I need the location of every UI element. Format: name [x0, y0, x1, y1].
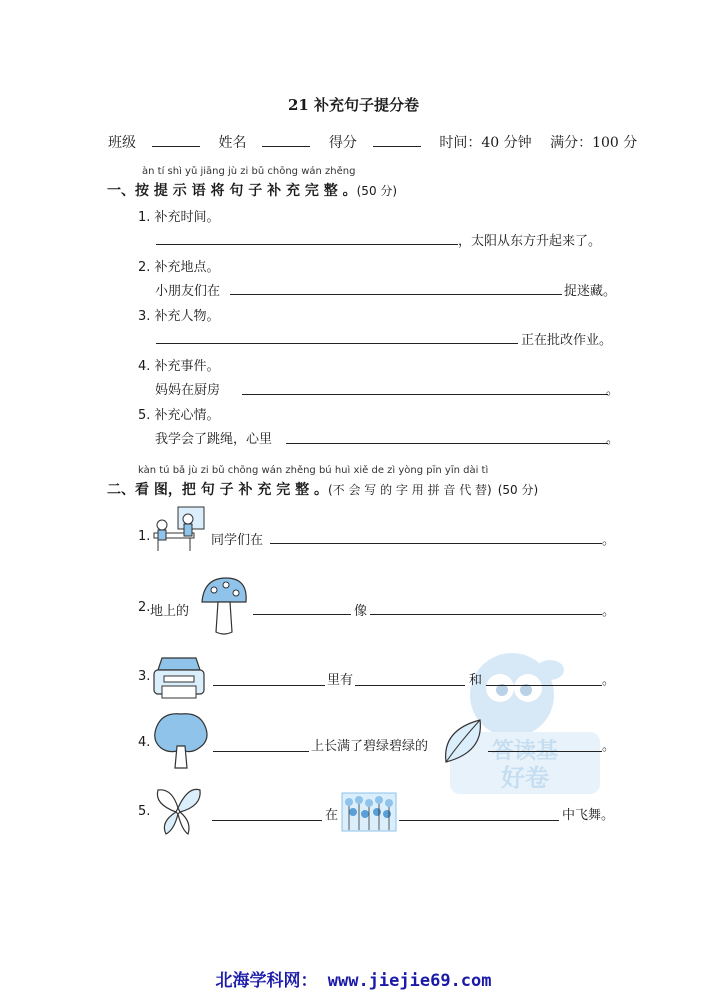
- s1-q4-label: 4. 补充事件。: [138, 359, 220, 374]
- name-blank[interactable]: [262, 134, 310, 147]
- s2-q2-text2: 像: [354, 604, 368, 619]
- s2-q2-blank2[interactable]: [370, 614, 602, 615]
- name-label: 姓名: [218, 135, 247, 151]
- s2-q5-blank1[interactable]: [212, 820, 322, 821]
- butterfly-picture: [152, 784, 204, 838]
- s2-q3-blank2[interactable]: [355, 685, 465, 686]
- s1-q1-blank[interactable]: [156, 244, 458, 245]
- section1-score: (50 分): [356, 184, 398, 198]
- s2-q4-blank1[interactable]: [213, 751, 309, 752]
- s2-q4-blank2[interactable]: [488, 751, 602, 752]
- s1-q1-label: 1. 补充时间。: [138, 210, 220, 225]
- class-label: 班级: [108, 135, 136, 151]
- mushroom-picture: [198, 574, 250, 636]
- time-label: 时间：40 分钟: [439, 135, 532, 151]
- leaf-picture: [440, 716, 486, 768]
- student-info-row: [108, 132, 651, 152]
- s2-q4-num: 4.: [138, 735, 151, 750]
- s2-q4-end: 。: [602, 739, 616, 754]
- full-score-label: 满分：100 分: [550, 135, 638, 151]
- section1-heading: [107, 180, 397, 200]
- s1-q4-blank[interactable]: [242, 394, 608, 395]
- s1-q5-prefix: 我学会了跳绳，心里: [155, 432, 273, 447]
- s1-q5-blank[interactable]: [286, 443, 608, 444]
- flower-field-picture: [341, 792, 397, 832]
- s1-q3-label: 3. 补充人物。: [138, 309, 220, 324]
- s1-q4-suffix: 。: [606, 383, 620, 398]
- section2-score: (50 分): [497, 483, 539, 497]
- tree-picture: [151, 710, 211, 772]
- footer-website[interactable]: 北海学科网： www.jiejie69.com: [215, 971, 492, 991]
- s1-q5-suffix: 。: [606, 432, 620, 447]
- s1-q2-suffix: 捉迷藏。: [564, 284, 617, 299]
- s1-q2-prefix: 小朋友们在: [155, 284, 221, 299]
- section2-pinyin: kàn tú bǎ jù zi bǔ chōng wán zhěng bú huì xiě de zì yòng pīn yīn dài tì: [138, 465, 489, 476]
- section1-heading-text: 一、按 提 示 语 将 句 子 补 充 完 整 。: [107, 183, 357, 199]
- s2-q2-end: 。: [602, 604, 616, 619]
- class-blank[interactable]: [152, 134, 200, 147]
- s2-q1-text1: 同学们在: [211, 533, 264, 548]
- s2-q3-blank1[interactable]: [213, 685, 325, 686]
- s1-q1-suffix: ，太阳从东方升起来了。: [458, 234, 602, 249]
- s2-q2-text1: 地上的: [150, 604, 190, 619]
- s1-q4-prefix: 妈妈在厨房: [155, 383, 221, 398]
- section2-note: (不 会 写 的 字 用 拼 音 代 替): [328, 483, 492, 497]
- s1-q2-label: 2. 补充地点。: [138, 260, 220, 275]
- s2-q3-text1: 里有: [327, 673, 354, 688]
- page-title: 21 补充句子提分卷: [287, 96, 420, 114]
- score-blank[interactable]: [373, 134, 421, 147]
- s2-q1-num: 1.: [138, 529, 151, 544]
- s1-q5-label: 5. 补充心情。: [138, 408, 220, 423]
- score-label: 得分: [328, 135, 357, 151]
- s2-q5-end: 中飞舞。: [562, 808, 615, 823]
- s2-q1-blank[interactable]: [270, 543, 602, 544]
- printer-picture: [150, 654, 208, 702]
- s1-q2-blank[interactable]: [230, 294, 562, 295]
- s2-q3-end: 。: [602, 673, 616, 688]
- section2-heading: [107, 479, 538, 499]
- s2-q5-blank2[interactable]: [399, 820, 559, 821]
- s2-q3-text2: 和: [469, 673, 483, 688]
- s2-q4-text1: 上长满了碧绿碧绿的: [311, 739, 429, 754]
- section1-pinyin: àn tí shì yǔ jiāng jù zi bǔ chōng wán zhěng: [142, 166, 356, 177]
- classroom-picture: [150, 505, 208, 553]
- watermark-top-text: 答读基: [491, 739, 559, 764]
- s2-q2-blank1[interactable]: [253, 614, 351, 615]
- watermark-bottom-text: 好卷: [501, 764, 549, 792]
- s1-q3-suffix: 正在批改作业。: [521, 333, 613, 348]
- section2-heading-text: 二、看 图，把 句 子 补 充 完 整 。: [107, 482, 328, 498]
- s1-q3-blank[interactable]: [156, 343, 518, 344]
- s2-q3-num: 3.: [138, 669, 151, 684]
- s2-q5-text1: 在: [325, 808, 339, 823]
- s2-q2-num: 2.: [138, 600, 151, 615]
- s2-q1-end: 。: [602, 533, 616, 548]
- s2-q5-num: 5.: [138, 804, 151, 819]
- s2-q3-blank3[interactable]: [486, 685, 602, 686]
